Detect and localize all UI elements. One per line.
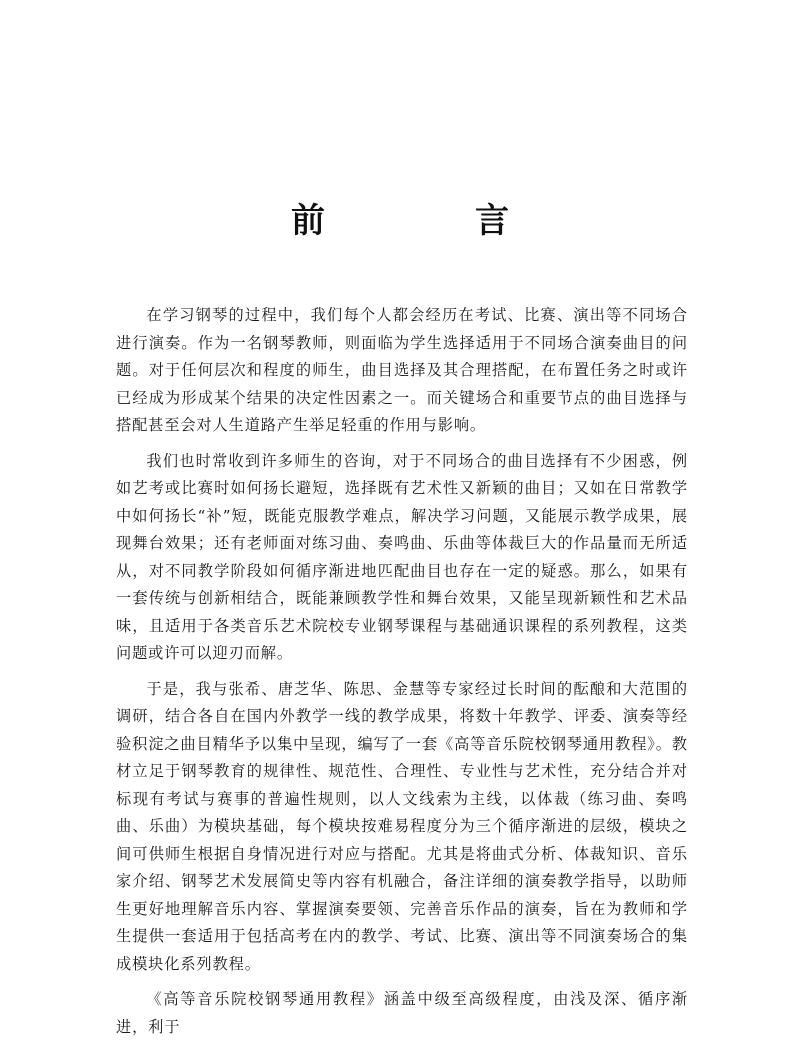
paragraph: 《高等音乐院校钢琴通用教程》涵盖中级至高级程度，由浅及深、循序渐进，利于 (116, 990, 688, 1036)
page-title: 前 言 (291, 201, 567, 241)
preface-body (116, 302, 688, 1041)
paragraph: 于是，我与张希、唐芝华、陈思、金慧等专家经过长时间的酝酿和大范围的调研，结合各自在国内外教学一线的教学成果，将数十年教学、评委、演奏等经验积淀之曲目精华予以集中呈现，编写了一套《高等音乐院校钢琴通用教程》。教材立足于钢琴教育的规律性、规范性、合理性、专业性与艺术性，充分结合并对标现有考试与赛事的普遍性规则，以人文线索为主线，以体裁（练习曲、奏鸣曲、乐曲）为模块基础，每个模块按难易程度分为三个循序渐进的层级，模块之间可供师生根据自身情况进行对应与搭配。尤其是将曲式分析、体裁知识、音乐家介绍、钢琴艺术发展简史等内容有机融合，备注详细的演奏教学指导，以助师生更好地理解音乐内容、掌握演奏要领、完善音乐作品的演奏，旨在为教师和学生提供一套适用于包括高考在内的教学、考试、比赛、演出等不同演奏场合的集成模块化系列教程。 (116, 679, 688, 973)
paragraph: 在学习钢琴的过程中，我们每个人都会经历在考试、比赛、演出等不同场合进行演奏。作为一名钢琴教师，则面临为学生选择适用于不同场合演奏曲目的问题。对于任何层次和程度的师生，曲目选择及其合理搭配，在布置任务之时或许已经成为形成某个结果的决定性因素之一。而关键场合和重要节点的曲目选择与搭配甚至会对人生道路产生举足轻重的作用与影响。 (116, 306, 688, 434)
paragraph: 我们也时常收到许多师生的咨询，对于不同场合的曲目选择有不少困惑，例如艺考或比赛时如何扬长避短，选择既有艺术性又新颖的曲目；又如在日常教学中如何扬长“补”短，既能克服教学难点，解决学习问题，又能展示教学成果，展现舞台效果；还有老师面对练习曲、奏鸣曲、乐曲等体裁巨大的作品量而无所适从，对不同教学阶段如何循序渐进地匹配曲目也存在一定的疑惑。那么，如果有一套传统与创新相结合，既能兼顾教学性和舞台效果，又能呈现新颖性和艺术品味，且适用于各类音乐艺术院校专业钢琴课程与基础通识课程的系列教程，这类问题或许可以迎刃而解。 (116, 451, 688, 662)
